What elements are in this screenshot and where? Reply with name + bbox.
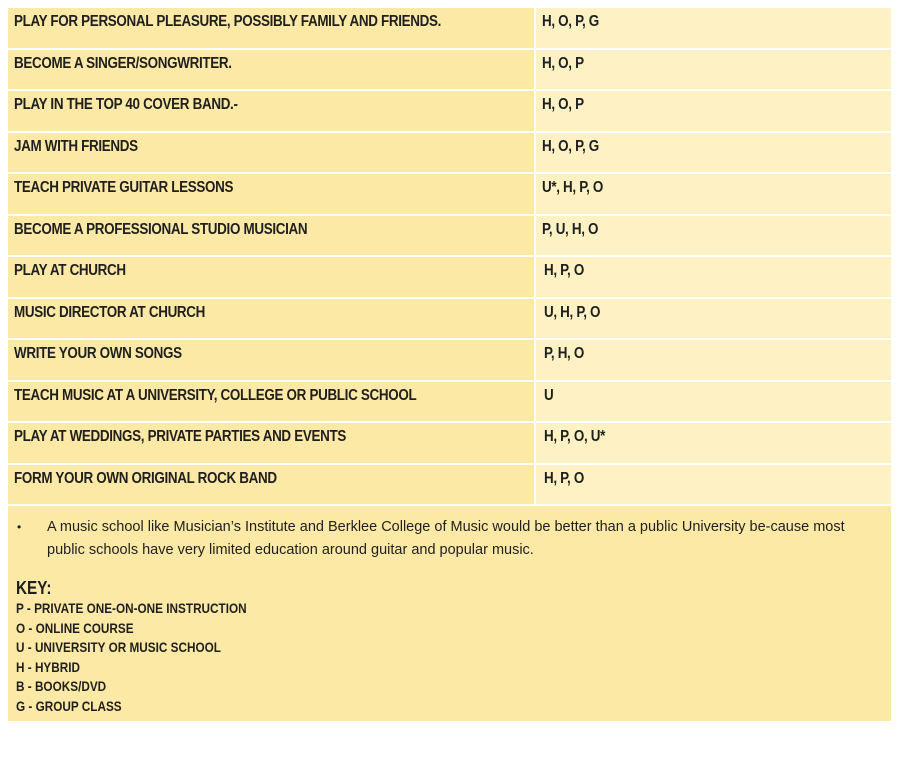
key-item-text: P - PRIVATE ONE-ON-ONE INSTRUCTION — [16, 600, 247, 616]
options-cell — [536, 423, 891, 465]
key-title: KEY: — [16, 578, 52, 598]
options-cell — [536, 299, 891, 341]
goals-table — [8, 8, 891, 506]
key-item — [16, 599, 877, 619]
goals-table-body — [8, 8, 891, 506]
table-row — [8, 340, 891, 382]
options-text: U*, H, P, O — [542, 179, 604, 196]
table-row — [8, 133, 891, 175]
key-item — [16, 677, 877, 697]
table-row — [8, 423, 891, 465]
goal-cell — [8, 216, 536, 258]
options-cell — [536, 174, 891, 216]
goal-text: PLAY IN THE TOP 40 COVER BAND.- — [14, 96, 238, 113]
key-item-text: G - GROUP CLASS — [16, 697, 122, 714]
table-row — [8, 257, 891, 299]
options-text: U — [544, 386, 554, 404]
goal-cell — [8, 8, 536, 50]
options-text: H, O, P — [542, 96, 584, 113]
goal-cell — [8, 299, 536, 341]
table-row — [8, 465, 891, 507]
table-row — [8, 382, 891, 424]
goal-text: WRITE YOUR OWN SONGS — [14, 345, 182, 362]
goal-text: PLAY AT WEDDINGS, PRIVATE PARTIES AND EVENTS — [14, 428, 346, 445]
goal-cell — [8, 133, 536, 175]
goal-text: FORM YOUR OWN ORIGINAL ROCK BAND — [14, 469, 277, 487]
goal-text: TEACH PRIVATE GUITAR LESSONS — [14, 179, 234, 196]
options-cell — [536, 216, 891, 258]
goal-cell — [8, 465, 536, 507]
table-row — [8, 174, 891, 216]
options-text: H, O, P, G — [542, 13, 599, 30]
options-cell — [536, 50, 891, 92]
table-row — [8, 299, 891, 341]
options-text: U, H, P, O — [544, 303, 601, 321]
key-item — [16, 658, 877, 678]
bullet-icon: • — [17, 520, 22, 534]
goal-text: PLAY AT CHURCH — [14, 262, 126, 279]
key-item — [16, 697, 877, 717]
key-item — [16, 638, 877, 658]
table-row — [8, 8, 891, 50]
options-text: H, P, O, U* — [544, 428, 606, 445]
options-text: H, P, O — [544, 262, 584, 279]
key-item-text: O - ONLINE COURSE — [16, 619, 134, 636]
key-item-text: H - HYBRID — [16, 658, 81, 675]
options-cell — [536, 465, 891, 507]
goal-text: MUSIC DIRECTOR AT CHURCH — [14, 303, 206, 321]
options-text: H, P, O — [544, 469, 584, 487]
options-text: P, U, H, O — [542, 220, 599, 238]
goal-cell — [8, 257, 536, 299]
options-cell — [536, 8, 891, 50]
goal-cell — [8, 382, 536, 424]
key-legend — [16, 578, 877, 717]
key-item-text: U - UNIVERSITY OR MUSIC SCHOOL — [16, 639, 221, 656]
goal-text: JAM WITH FRIENDS — [14, 137, 138, 155]
options-text: H, O, P, G — [542, 137, 599, 155]
options-cell — [536, 382, 891, 424]
goal-text: BECOME A SINGER/SONGWRITER. — [14, 54, 232, 72]
goal-cell — [8, 340, 536, 382]
options-cell — [536, 133, 891, 175]
notes-section — [8, 506, 891, 721]
table-row — [8, 91, 891, 133]
options-cell — [536, 257, 891, 299]
goal-text: PLAY FOR PERSONAL PLEASURE, POSSIBLY FAMILY AND FRIENDS. — [14, 13, 442, 30]
note-text: A music school like Musician’s Institute and Berklee College of Music would be better than a public University be-cause most public schools have very limited education around guitar and popular music. — [47, 519, 845, 558]
note-bullet-item — [16, 516, 877, 562]
goal-text: BECOME A PROFESSIONAL STUDIO MUSICIAN — [14, 220, 308, 238]
options-text: P, H, O — [544, 345, 584, 362]
table-row — [8, 50, 891, 92]
options-cell — [536, 91, 891, 133]
goal-text: TEACH MUSIC AT A UNIVERSITY, COLLEGE OR PUBLIC SCHOOL — [14, 386, 417, 404]
goal-cell — [8, 91, 536, 133]
key-item — [16, 619, 877, 639]
options-text: H, O, P — [542, 54, 584, 72]
learning-options-panel — [8, 8, 891, 721]
options-cell — [536, 340, 891, 382]
goal-cell — [8, 174, 536, 216]
key-item-text: B - BOOKS/DVD — [16, 678, 107, 695]
goal-cell — [8, 423, 536, 465]
goal-cell — [8, 50, 536, 92]
table-row — [8, 216, 891, 258]
